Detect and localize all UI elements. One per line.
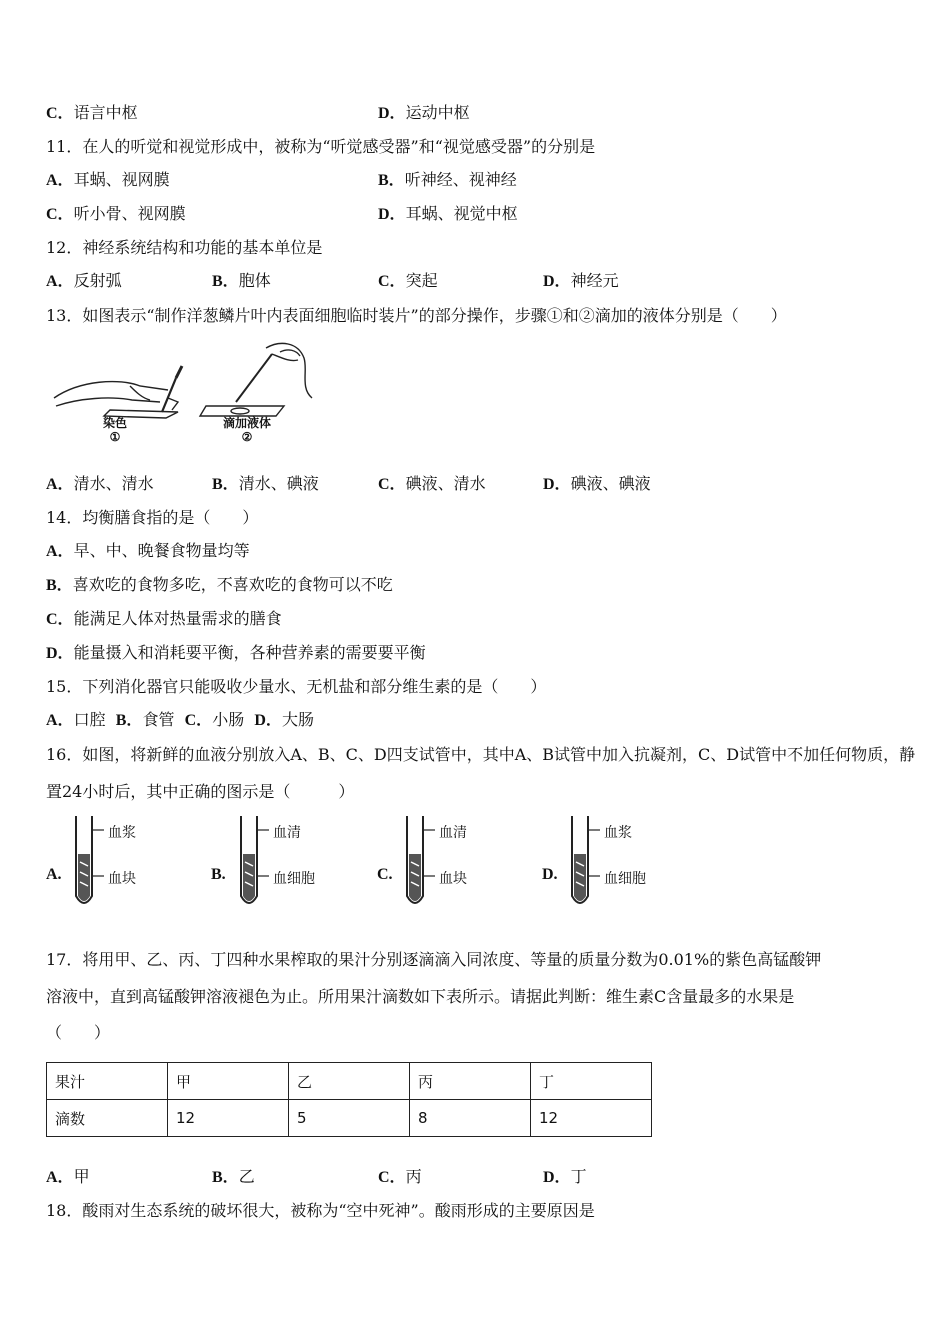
q17-stem-line1: 17．将用甲、乙、丙、丁四种水果榨取的果汁分别逐滴滴入同浓度、等量的质量分数为0.01%的紫色高锰酸钾	[46, 950, 822, 969]
q16-stem-line2: 置24小时后，其中正确的图示是（ ）	[46, 782, 355, 801]
q10-option-d: D．运动中枢	[378, 103, 470, 122]
q17-option-b: B．乙	[212, 1167, 255, 1186]
q13-option-d: D．碘液、碘液	[543, 474, 651, 493]
q15-options: A．口腔 B．食管 C．小肠 D．大肠	[46, 710, 314, 729]
dropping-hand-illustration	[200, 343, 312, 416]
table-cell: 5	[289, 1100, 410, 1137]
table-cell: 甲	[168, 1063, 289, 1100]
q13-option-c: C．碘液、清水	[378, 474, 486, 493]
tube-b-bottom-label: 血细胞	[273, 871, 315, 887]
step2-caption: 滴加液体	[222, 416, 271, 430]
q12-stem: 12．神经系统结构和功能的基本单位是	[46, 238, 323, 257]
tube-d-bottom-label: 血细胞	[604, 871, 646, 887]
q11-option-c: C．听小骨、视网膜	[46, 204, 186, 223]
tube-c-label: C.	[377, 866, 393, 883]
step1-caption: 染色	[102, 416, 127, 430]
q17-option-d: D．丁	[543, 1167, 587, 1186]
q11-option-b: B．听神经、视神经	[378, 170, 517, 189]
q16-stem-line1: 16．如图，将新鲜的血液分别放入A、B、C、D四支试管中，其中A、B试管中加入抗凝剂，C、D试管中不加任何物质，静	[46, 745, 916, 764]
tube-d-top-label: 血浆	[604, 825, 632, 841]
q12-option-c: C．突起	[378, 271, 438, 290]
q17-stem-line3: （ ）	[46, 1023, 111, 1042]
tube-b-label: B.	[211, 866, 226, 883]
q14-stem: 14．均衡膳食指的是（ ）	[46, 508, 259, 527]
q11-option-d: D．耳蜗、视觉中枢	[378, 204, 518, 223]
table-cell: 丁	[531, 1063, 652, 1100]
tube-c-top-label: 血清	[439, 825, 467, 841]
q14-option-a: A．早、中、晚餐食物量均等	[46, 541, 250, 560]
table-row	[47, 1100, 652, 1137]
table-header-row	[47, 1063, 652, 1100]
q17-option-c: C．丙	[378, 1167, 422, 1186]
q15-stem: 15．下列消化器官只能吸收少量水、无机盐和部分维生素的是（ ）	[46, 677, 547, 696]
table-cell: 丙	[410, 1063, 531, 1100]
q14-option-b: B．喜欢吃的食物多吃，不喜欢吃的食物可以不吃	[46, 575, 393, 594]
tube-a-bottom-label: 血块	[108, 871, 136, 887]
q13-option-b: B．清水、碘液	[212, 474, 319, 493]
tube-c-bottom-label: 血块	[439, 871, 467, 887]
q18-stem: 18．酸雨对生态系统的破坏很大，被称为“空中死神”。酸雨形成的主要原因是	[46, 1201, 595, 1220]
q10-option-c: C．语言中枢	[46, 103, 138, 122]
q16-tubes-figure	[46, 812, 926, 917]
q12-option-b: B．胞体	[212, 271, 271, 290]
tube-d-label: D.	[542, 866, 558, 883]
q12-option-d: D．神经元	[543, 271, 619, 290]
table-cell: 滴数	[47, 1100, 168, 1137]
table-cell: 12	[531, 1100, 652, 1137]
q17-stem-line2: 溶液中，直到高锰酸钾溶液褪色为止。所用果汁滴数如下表所示。请据此判断：维生素C含量最多的水果是	[46, 987, 795, 1006]
q11-stem: 11．在人的听觉和视觉形成中，被称为“听觉感受器”和“视觉感受器”的分别是	[46, 137, 596, 156]
juice-drops-table	[46, 1062, 652, 1137]
table-cell: 果汁	[47, 1063, 168, 1100]
q11-option-a: A．耳蜗、视网膜	[46, 170, 170, 189]
tube-a-top-label: 血浆	[108, 825, 136, 841]
q14-option-c: C．能满足人体对热量需求的膳食	[46, 609, 282, 628]
q12-option-a: A．反射弧	[46, 271, 122, 290]
q13-option-a: A．清水、清水	[46, 474, 154, 493]
q13-stem: 13．如图表示“制作洋葱鳞片叶内表面细胞临时装片”的部分操作，步骤①和②滴加的液体分别是（ ）	[46, 306, 787, 325]
q17-option-a: A．甲	[46, 1167, 90, 1186]
step2-number: ②	[241, 430, 253, 444]
table-cell: 8	[410, 1100, 531, 1137]
table-cell: 12	[168, 1100, 289, 1137]
step1-number: ①	[109, 430, 121, 444]
tube-a-label: A.	[46, 866, 62, 883]
tube-b-top-label: 血清	[273, 825, 301, 841]
table-cell: 乙	[289, 1063, 410, 1100]
q14-option-d: D．能量摄入和消耗要平衡，各种营养素的需要要平衡	[46, 643, 426, 662]
staining-hand-illustration	[54, 366, 182, 418]
